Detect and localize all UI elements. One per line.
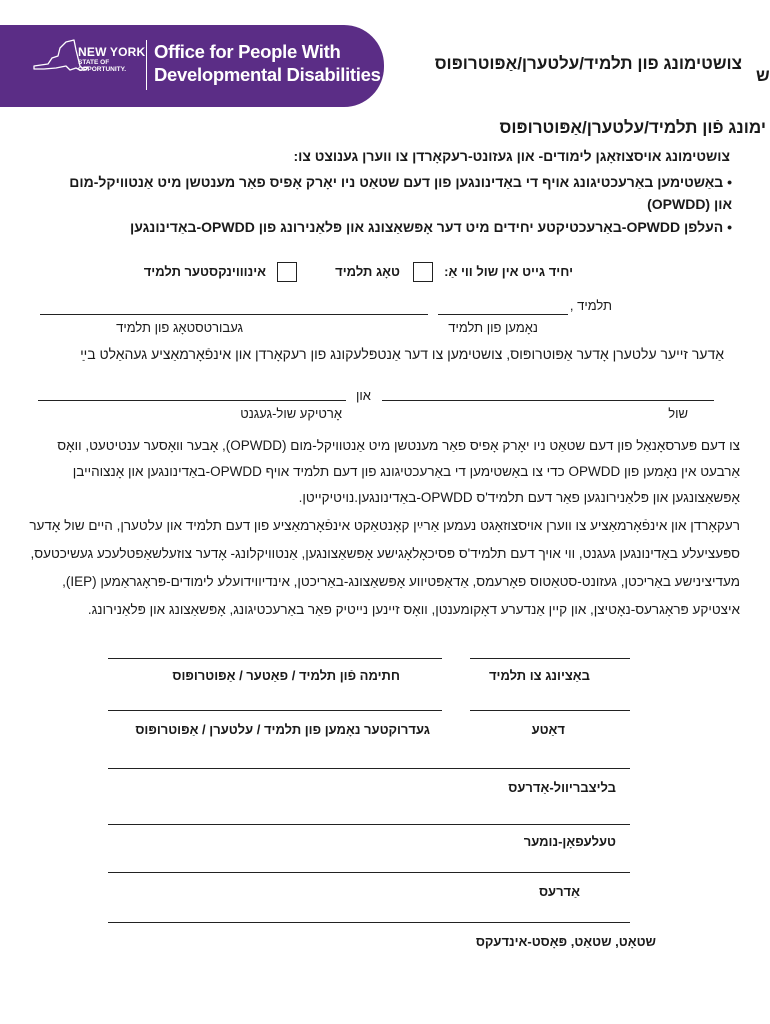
residential-student-checkbox[interactable] [277, 262, 297, 282]
phone-field[interactable] [108, 824, 630, 825]
city-state-zip-field[interactable] [108, 922, 630, 923]
school-caption: שול [668, 406, 688, 421]
phone-caption: טעלעפאָן-נומער [523, 834, 616, 849]
agency-name-line-1: Office for People With [154, 41, 341, 62]
student-dob-caption: געבורטסטאָג פון תלמיד [116, 320, 243, 335]
bullet-1: • באַשטימען באַרעכטיגונג אויף די באַדינונגען פון דעם שטאַט ניו יאָרק אָפיס פאַר מענטשן מיט אַנטוויקל-מום [69, 174, 732, 190]
signature-field[interactable] [108, 658, 442, 659]
student-name-field[interactable] [438, 314, 568, 315]
day-student-checkbox[interactable] [413, 262, 433, 282]
relationship-field[interactable] [470, 658, 630, 659]
bullet-1-cont: (OPWDD) און [647, 196, 732, 212]
attendance-lead: יחיד גייט אין שול ווי אַ: [444, 264, 573, 279]
school-and-text: און [356, 388, 371, 403]
relationship-caption: באַציונג צו תלמיד [488, 668, 590, 683]
ny-line-2: STATE OF [78, 59, 110, 66]
email-caption: בליצבריוול-אַדרעס [508, 780, 616, 795]
logo-divider [146, 40, 147, 90]
student-name-caption: נאָמען פון תלמיד [448, 320, 538, 335]
intro-text: צושטימונג אויסצוזאָגן לימודים- און געזונט-רעקאָרדן צו ווערן גענוצט צו: [293, 148, 730, 164]
paragraph-2-line-4: איצטיקע פּראָגרעס-נאָטיצן, און קיין אַנדערע דאָקומענטן, וואָס זיינען נייטיק פאַר באַרעכטיגונג, אָפּשאַצונג און פּלאַנירונג. [87, 602, 740, 617]
paragraph-1-line-3: אָפּשאַצונגען און פּלאַנירונגען פאַר דעם תלמיד'ס OPWDD-באַדינונגען.נויטיקייטן. [298, 490, 740, 505]
signature-caption: חתימה פֿון תלמיד / פאַטער / אַפּוטרופּוס [172, 668, 400, 683]
form-title: צושטימונג פון תלמיד/עלטערן/אַפּוטרופּוס [434, 54, 742, 73]
printed-name-field[interactable] [108, 710, 442, 711]
date-caption: דאַטע [531, 722, 565, 737]
city-state-zip-caption: שטאָט, שטאַט, פּאָסט-אינדעקס [475, 934, 656, 949]
bullet-2: • העלפן OPWDD-באַרעכטיקטע יחידים מיט דער אָפּשאַצונג און פּלאַנירונג פון OPWDD-באַדינונגען [129, 219, 732, 235]
student-field-label: תלמיד , [569, 298, 612, 313]
agency-name-line-2: Developmental Disabilities [154, 64, 381, 85]
paragraph-1-line-2: אַרבעט אין נאָמען פון OPWDD כדי צו באַשטימען די באַרעכטיגונג פון דעם תלמיד אויף OPWDD-באַדינונגען און אָנצוהייבן [72, 464, 740, 479]
section-title: ימונג פֿון תלמיד/עלטערן/אַפּוטרופּוס [499, 118, 766, 137]
agency-name [154, 40, 381, 86]
residential-student-label: אינוווינקסטער תלמיד [143, 264, 266, 279]
school-district-caption: אָרטיקע שול-געגנט [240, 406, 342, 421]
paragraph-1-line-1: צו דעם פּערסאָנאַל פון דעם שטאַט ניו יאָרק אָפיס פאַר מענטשן מיט אַנטוויקל-מום (OPWDD), אָבער וואָסער ענטיטעט, וואָס [57, 438, 740, 453]
paragraph-2-line-1: רעקאָרדן און אינפֿאָרמאַציע צו ווערן אויסצוזאָגט נעמען אַרײַן קאָנטאַקט אינפֿאָרמאַציע פון דעם תלמיד און עלטערן, היים שול אָדער [29, 518, 740, 533]
cropped-edge-text: ש [756, 66, 770, 85]
paragraph-2-line-2: ספּעציעלע באַדינונגען געגנט, ווי אויך דעם תלמיד'ס פּסיכאָלאָגישע אָפּשאַצונגען, אַנטוויקלונג- אָדער צוזעלשאַפטלעכע געשיכטעס, [30, 546, 740, 561]
paragraph-2-line-3: מעדיצינישע באַריכטן, געזונט-סטאַטוס פאָרעמס, אַדאַפּטיווע אָפּשאַצונג-באַריכטן, אינדיווידועלע לימודים-פּראָגראַמען (IEP), [62, 574, 740, 589]
address-field[interactable] [108, 872, 630, 873]
date-field[interactable] [470, 710, 630, 711]
email-field[interactable] [108, 768, 630, 769]
ny-state-logo-text [78, 46, 145, 73]
day-student-label: טאָג תלמיד [335, 264, 400, 279]
printed-name-caption: געדרוקטער נאָמען פון תלמיד / עלטערן / אַפּוטרופּוס [135, 722, 430, 737]
ny-line-3: OPPORTUNITY. [78, 65, 127, 73]
school-district-field[interactable] [38, 400, 346, 401]
authorization-text: אַדער זייער עלטערן אָדער אַפּוטרופּוס, צושטימען צו דער אַנטפּלעקונג פון רעקאָרדן און אינפֿאָרמאַציע געהאַלט בײַ [80, 346, 724, 362]
address-caption: אַדרעס [538, 884, 580, 899]
ny-line-1: NEW YORK [78, 45, 146, 59]
school-name-field[interactable] [382, 400, 714, 401]
student-dob-field[interactable] [40, 314, 428, 315]
